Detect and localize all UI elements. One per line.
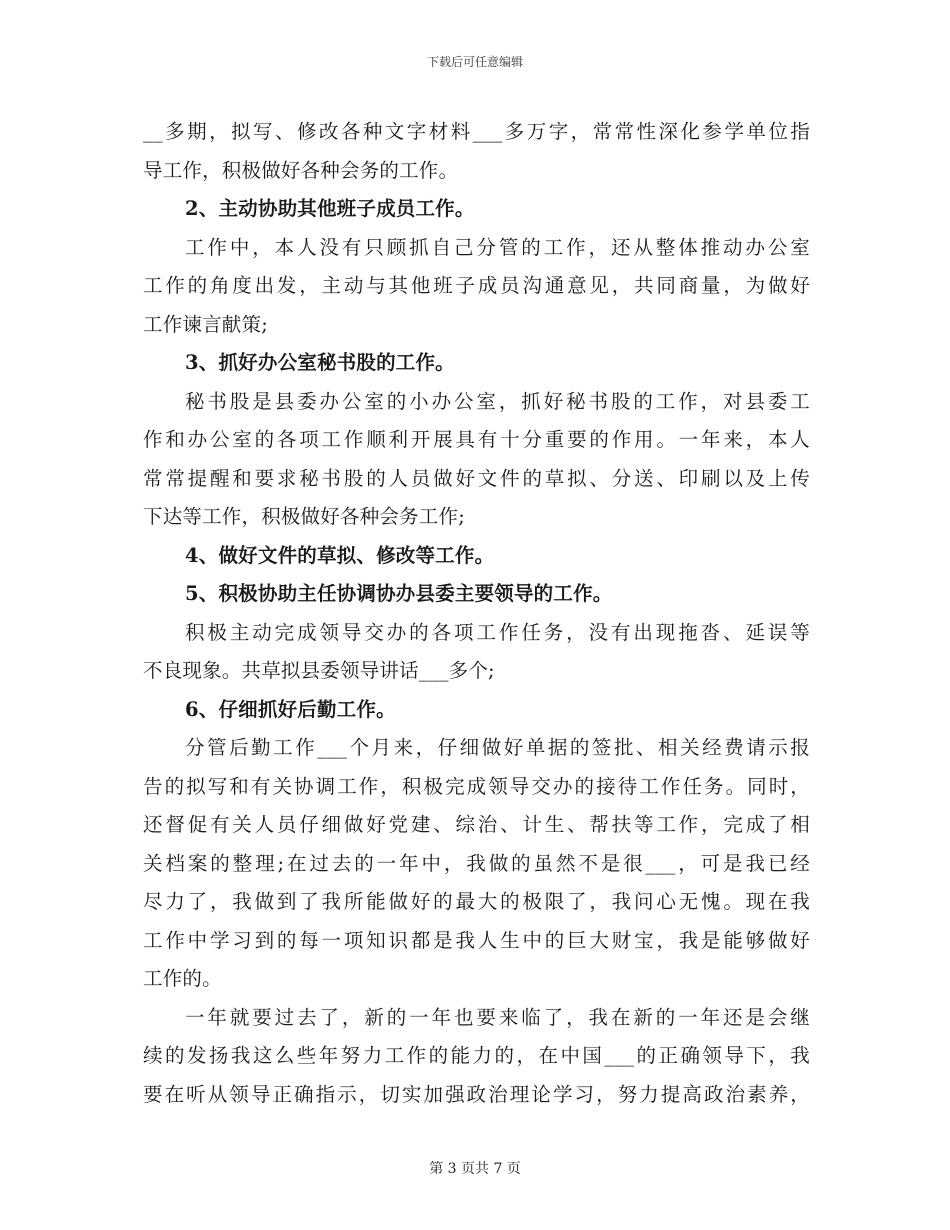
page-number-footer: 第 3 页共 7 页 (429, 1161, 521, 1177)
paragraph-line: 工作中，本人没有只顾抓自己分管的工作，还从整体推动办公室 (185, 235, 810, 259)
section-heading: 2、主动协助其他班子成员工作。 (185, 197, 475, 220)
paragraph-line: 工作的角度出发，主动与其他班子成员沟通意见，共同商量，为做好 (143, 274, 810, 297)
paragraph-line: 作和办公室的各项工作顺利开展具有十分重要的作用。一年来，本人 (143, 428, 810, 451)
paragraph-line: 工作中学习到的每一项知识都是我人生中的巨大财宝，我是能够做好 (143, 928, 810, 952)
paragraph-line: 续的发扬我这么些年努力工作的能力的，在中国___的正确领导下，我 (143, 1044, 810, 1067)
section-heading: 4、做好文件的草拟、修改等工作。 (185, 543, 495, 567)
paragraph-line: 下达等工作，积极做好各种会务工作; (143, 505, 465, 528)
paragraph-line: 关档案的整理;在过去的一年中，我做的虽然不是很___，可是我已经 (143, 851, 810, 875)
paragraph-line: 工作谏言献策; (143, 312, 268, 336)
paragraph-line: __多期，拟写、修改各种文字材料___多万字，常常性深化参学单位指 (143, 120, 810, 143)
paragraph-line: 秘书股是县委办公室的小办公室，抓好秘书股的工作，对县委工 (185, 389, 810, 413)
page-header: 下载后可任意编辑 (426, 55, 523, 69)
paragraph-line: 常常提醒和要求秘书股的人员做好文件的草拟、分送、印刷以及上传 (143, 466, 810, 490)
paragraph-line: 一年就要过去了，新的一年也要来临了，我在新的一年还是会继 (185, 1005, 810, 1029)
section-heading: 6、仔细抓好后勤工作。 (185, 697, 396, 721)
paragraph-line: 告的拟写和有关协调工作，积极完成领导交办的接待工作任务。同时， (143, 774, 810, 798)
paragraph-line: 尽力了，我做到了我所能做好的最大的极限了，我问心无愧。现在我 (143, 890, 810, 913)
paragraph-line: 积极主动完成领导交办的各项工作任务，没有出现拖沓、延误等 (185, 620, 810, 644)
section-heading: 3、抓好办公室秘书股的工作。 (185, 351, 455, 374)
paragraph-line: 分管后勤工作___个月来，仔细做好单据的签批、相关经费请示报 (185, 736, 810, 759)
section-heading: 5、积极协助主任协调协办县委主要领导的工作。 (185, 582, 613, 605)
paragraph-line: 不良现象。共草拟县委领导讲话___多个; (143, 659, 495, 682)
paragraph-line: 工作的。 (143, 967, 222, 990)
paragraph-line: 导工作，积极做好各种会务的工作。 (143, 158, 459, 182)
paragraph-line: 要在听从领导正确指示，切实加强政治理论学习，努力提高政治素养， (143, 1082, 810, 1106)
paragraph-line: 还督促有关人员仔细做好党建、综治、计生、帮扶等工作，完成了相 (143, 813, 810, 836)
document-body (143, 113, 810, 1114)
